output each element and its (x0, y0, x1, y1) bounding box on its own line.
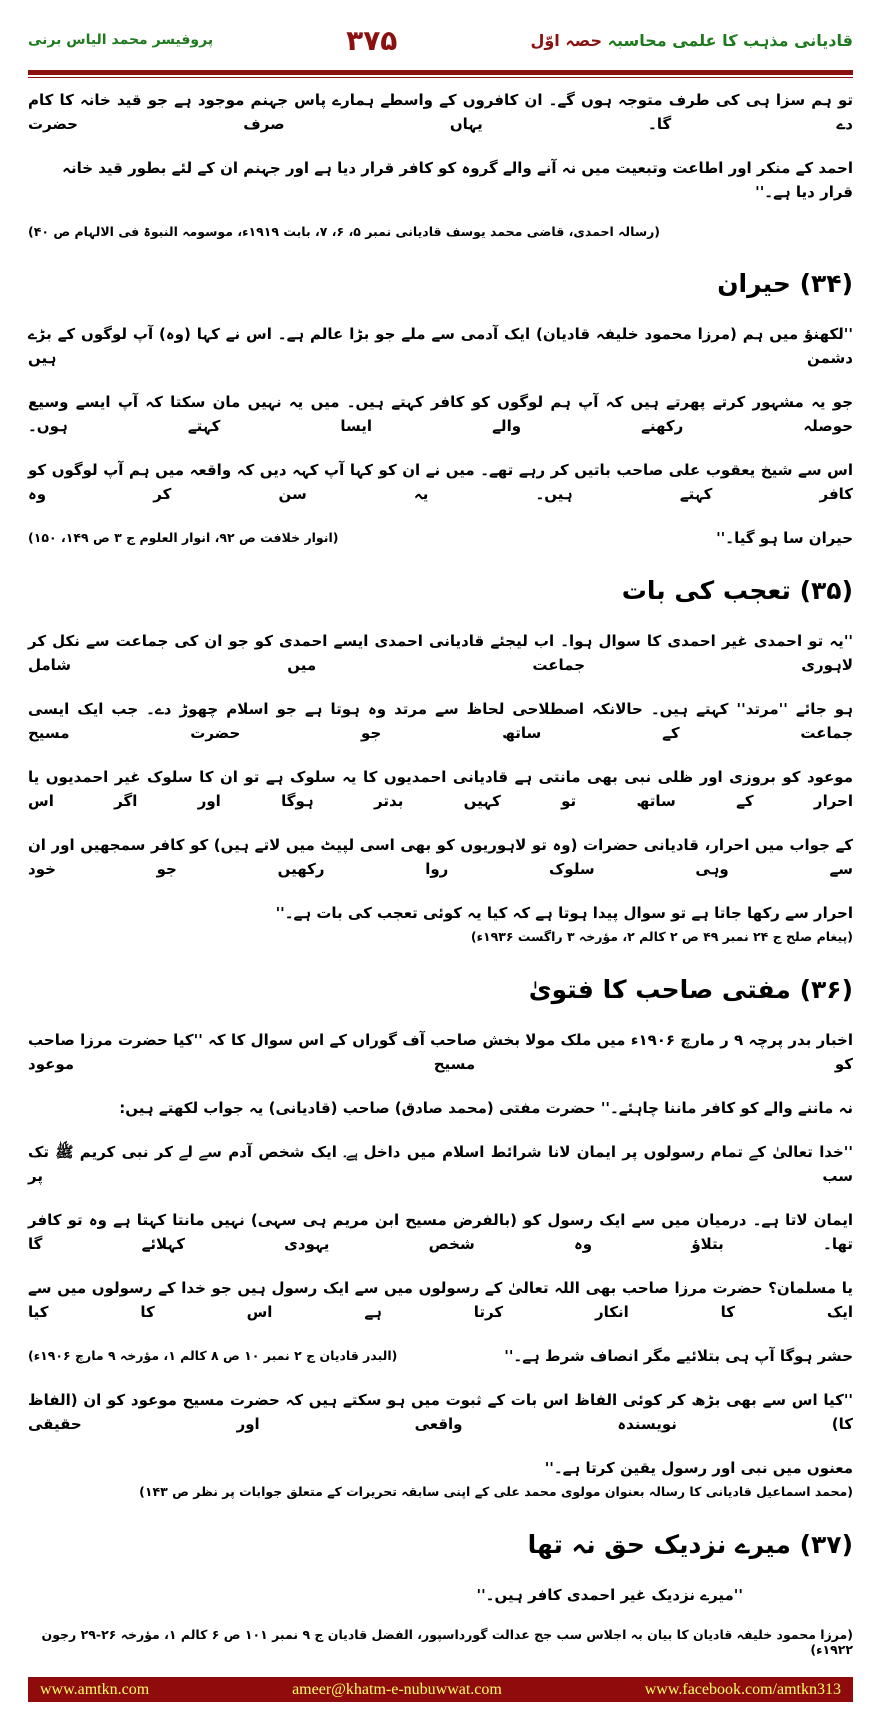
section-heading: (۳۵) تعجب کی بات (621, 576, 853, 605)
text-line: ''یہ تو احمدی غیر احمدی کا سوال ہوا۔ اب لیجئے قادیانی احمدی ایسے احمدی کو جو ان کی جماعت سے نکل کر لاہوری جماعت میں شامل (28, 632, 853, 674)
header-divider-thin (28, 77, 853, 78)
text-line: موعود کو بروزی اور ظلی نبی بھی مانتی ہے قادیانی احمدیوں کا یہ سلوک ہے تو ان کا سلوک غیر احمدیوں یا احرار کے ساتھ تو کہیں بدتر ہوگا اور اگر اس (28, 768, 853, 810)
citation: (پیغام صلح ج ۲۴ نمبر ۴۹ ص ۲ کالم ۲، مؤرخہ ۳ راگست ۱۹۳۶ء) (470, 929, 853, 944)
text-line: اخبار بدر پرچہ ۹ ر مارچ ۱۹۰۶ء میں ملک مولا بخش صاحب آف گوراں کے اس سوال کا کہ ''کیا حضرت مرزا صاحب کو مسیح موعود (28, 1031, 853, 1073)
author-name: پروفیسر محمد الیاس برنی (28, 32, 214, 48)
text-line (28, 901, 853, 949)
text-line-end: حشر ہوگا آپ ہی بتلائیے مگر انصاف شرط ہے۔'' (504, 1347, 853, 1365)
text-line: ''لکھنؤ میں ہم (مرزا محمود خلیفہ قادیان) ایک آدمی سے ملے جو بڑا عالم ہے۔ اس نے کہا (وہ) آپ لوگوں کے بڑے دشمن ہیں (28, 325, 853, 367)
text-line: ''خدا تعالیٰ کے تمام رسولوں پر ایمان لانا شرائط اسلام میں داخل ہے۔ ایک شخص آدم سے لے کر نبی کریم ﷺ تک سب پر (28, 1143, 853, 1185)
citation: (مرزا محمود خلیفہ قادیان کا بیان بہ اجلاس سب جج عدالت گورداسپور، الفضل قادیان ج ۹ نمبر ۱۰۱ ص ۶ کالم ۱، مؤرخہ ۲۶-۲۹ رجون ۱۹۲۲ء) (41, 1627, 853, 1657)
page-header (28, 14, 853, 66)
book-title-text: قادیانی مذہب کا علمی محاسبہ (607, 30, 853, 50)
footer-bar (28, 1677, 853, 1702)
text-line: کے جواب میں احرار، قادیانی حضرات (وہ تو لاہوریوں کو بھی اسی لپیٹ میں لاتے ہیں) کو کافر سمجھیں اور ان سے وہی سلوک روا رکھیں جو خود (28, 836, 853, 878)
citation-text: (رسالہ احمدی، قاضی محمد یوسف قادیانی نمبر ۵، ۶، ۷، بابت ۱۹۱۹ء، موسومہ النبوۃ فی الالہام ص ۴۰) (28, 224, 661, 239)
text-line: یا مسلمان؟ حضرت مرزا صاحب بھی اللہ تعالیٰ کے رسولوں میں سے ایک رسول ہیں جو خدا کے رسولوں میں سے ایک کا انکار کرتا ہے اس کا کیا (28, 1279, 853, 1321)
citation: (محمد اسماعیل قادیانی کا رسالہ بعنوان مولوی محمد علی کے اپنی سابقہ تحریرات کے متعلق جوابات پر نظر ص ۱۴۳) (139, 1484, 853, 1499)
text-line: جو یہ مشہور کرتے پھرتے ہیں کہ آپ ہم لوگوں کو کافر کہتے ہیں۔ میں یہ نہیں مان سکتا کہ آپ ایسے وسیع حوصلہ رکھنے والے ایسا کہتے ہوں۔ (28, 393, 853, 435)
text-line-end: احرار سے رکھا جاتا ہے تو سوال پیدا ہوتا ہے کہ کیا یہ کوئی تعجب کی بات ہے۔'' (275, 904, 853, 922)
citation: (انوار خلافت ص ۹۲، انوار العلوم ج ۳ ص ۱۴۹، ۱۵۰) (28, 530, 339, 545)
text-line-end: حیران سا ہو گیا۔'' (716, 529, 853, 547)
book-title (530, 31, 853, 50)
text-line: اس سے شیخ یعقوب علی صاحب باتیں کر رہے تھے۔ میں نے ان کو کہا آپ کہہ دیں کہ واقعہ میں ہم آپ لوگوں کو کافر کہتے ہیں۔ یہ سن کر وہ (28, 461, 853, 503)
header-divider (28, 70, 853, 75)
text-line: نہ ماننے والے کو کافر ماننا چاہئے۔'' حضرت مفتی (محمد صادق) صاحب (قادیانی) یہ جواب لکھتے ہیں: (119, 1099, 853, 1117)
text-line: ''میرے نزدیک غیر احمدی کافر ہیں۔'' (476, 1586, 743, 1604)
text-line (28, 1344, 853, 1368)
text-line: احمد کے منکر اور اطاعت وتبعیت میں نہ آنے والے گروہ کو کافر قرار دیا ہے اور جہنم ان کے لئے بطور قید خانہ قرار دیا ہے۔'' (62, 159, 853, 201)
text-line: ہو جائے ''مرتد'' کہتے ہیں۔ حالانکہ اصطلاحی لحاظ سے مرتد وہ ہوتا ہے جو اسلام چھوڑ دے۔ جب ایک ایسی جماعت کے ساتھ جو حضرت مسیح (28, 700, 853, 742)
facebook-link[interactable]: www.facebook.com/amtkn313 (644, 1680, 841, 1698)
text-line-end: معنوں میں نبی اور رسول یقین کرتا ہے۔'' (544, 1459, 853, 1477)
text-line (28, 1456, 853, 1504)
text-line (28, 526, 853, 550)
volume-label: حصہ اوّل (530, 30, 602, 50)
citation: (البدر قادیان ج ۲ نمبر ۱۰ ص ۸ کالم ۱، مؤرخہ ۹ مارچ ۱۹۰۶ء) (28, 1348, 398, 1363)
text-line: ''کیا اس سے بھی بڑھ کر کوئی الفاظ اس بات کے ثبوت میں ہو سکتے ہیں کہ حضرت مسیح موعود کو ان (الفاظ کا) نویسندہ واقعی اور حقیقی (28, 1391, 853, 1433)
page-number: ۳۷۵ (346, 23, 398, 57)
citation (28, 224, 853, 239)
text-line: ایمان لاتا ہے۔ درمیان میں سے ایک رسول کو (بالفرض مسیح ابن مریم ہی سہی) نہیں مانتا کہتا ہے وہ تو کافر تھا۔ بتلاؤ وہ شخص یہودی کہلائے گا (28, 1211, 853, 1253)
email-link[interactable]: ameer@khatm-e-nubuwwat.com (292, 1680, 502, 1698)
section-heading: (۳۶) مفتی صاحب کا فتویٰ (528, 975, 853, 1004)
website-link[interactable]: www.amtkn.com (40, 1680, 150, 1698)
section-heading: (۳۷) میرے نزدیک حق نہ تھا (527, 1530, 853, 1559)
section-heading: (۳۴) حیران (717, 269, 853, 298)
text-line: تو ہم سزا ہی کی طرف متوجہ ہوں گے۔ ان کافروں کے واسطے ہمارے پاس جہنم موجود ہے جو قید خانہ کا کام دے گا۔ یہاں صرف حضرت (28, 91, 853, 133)
